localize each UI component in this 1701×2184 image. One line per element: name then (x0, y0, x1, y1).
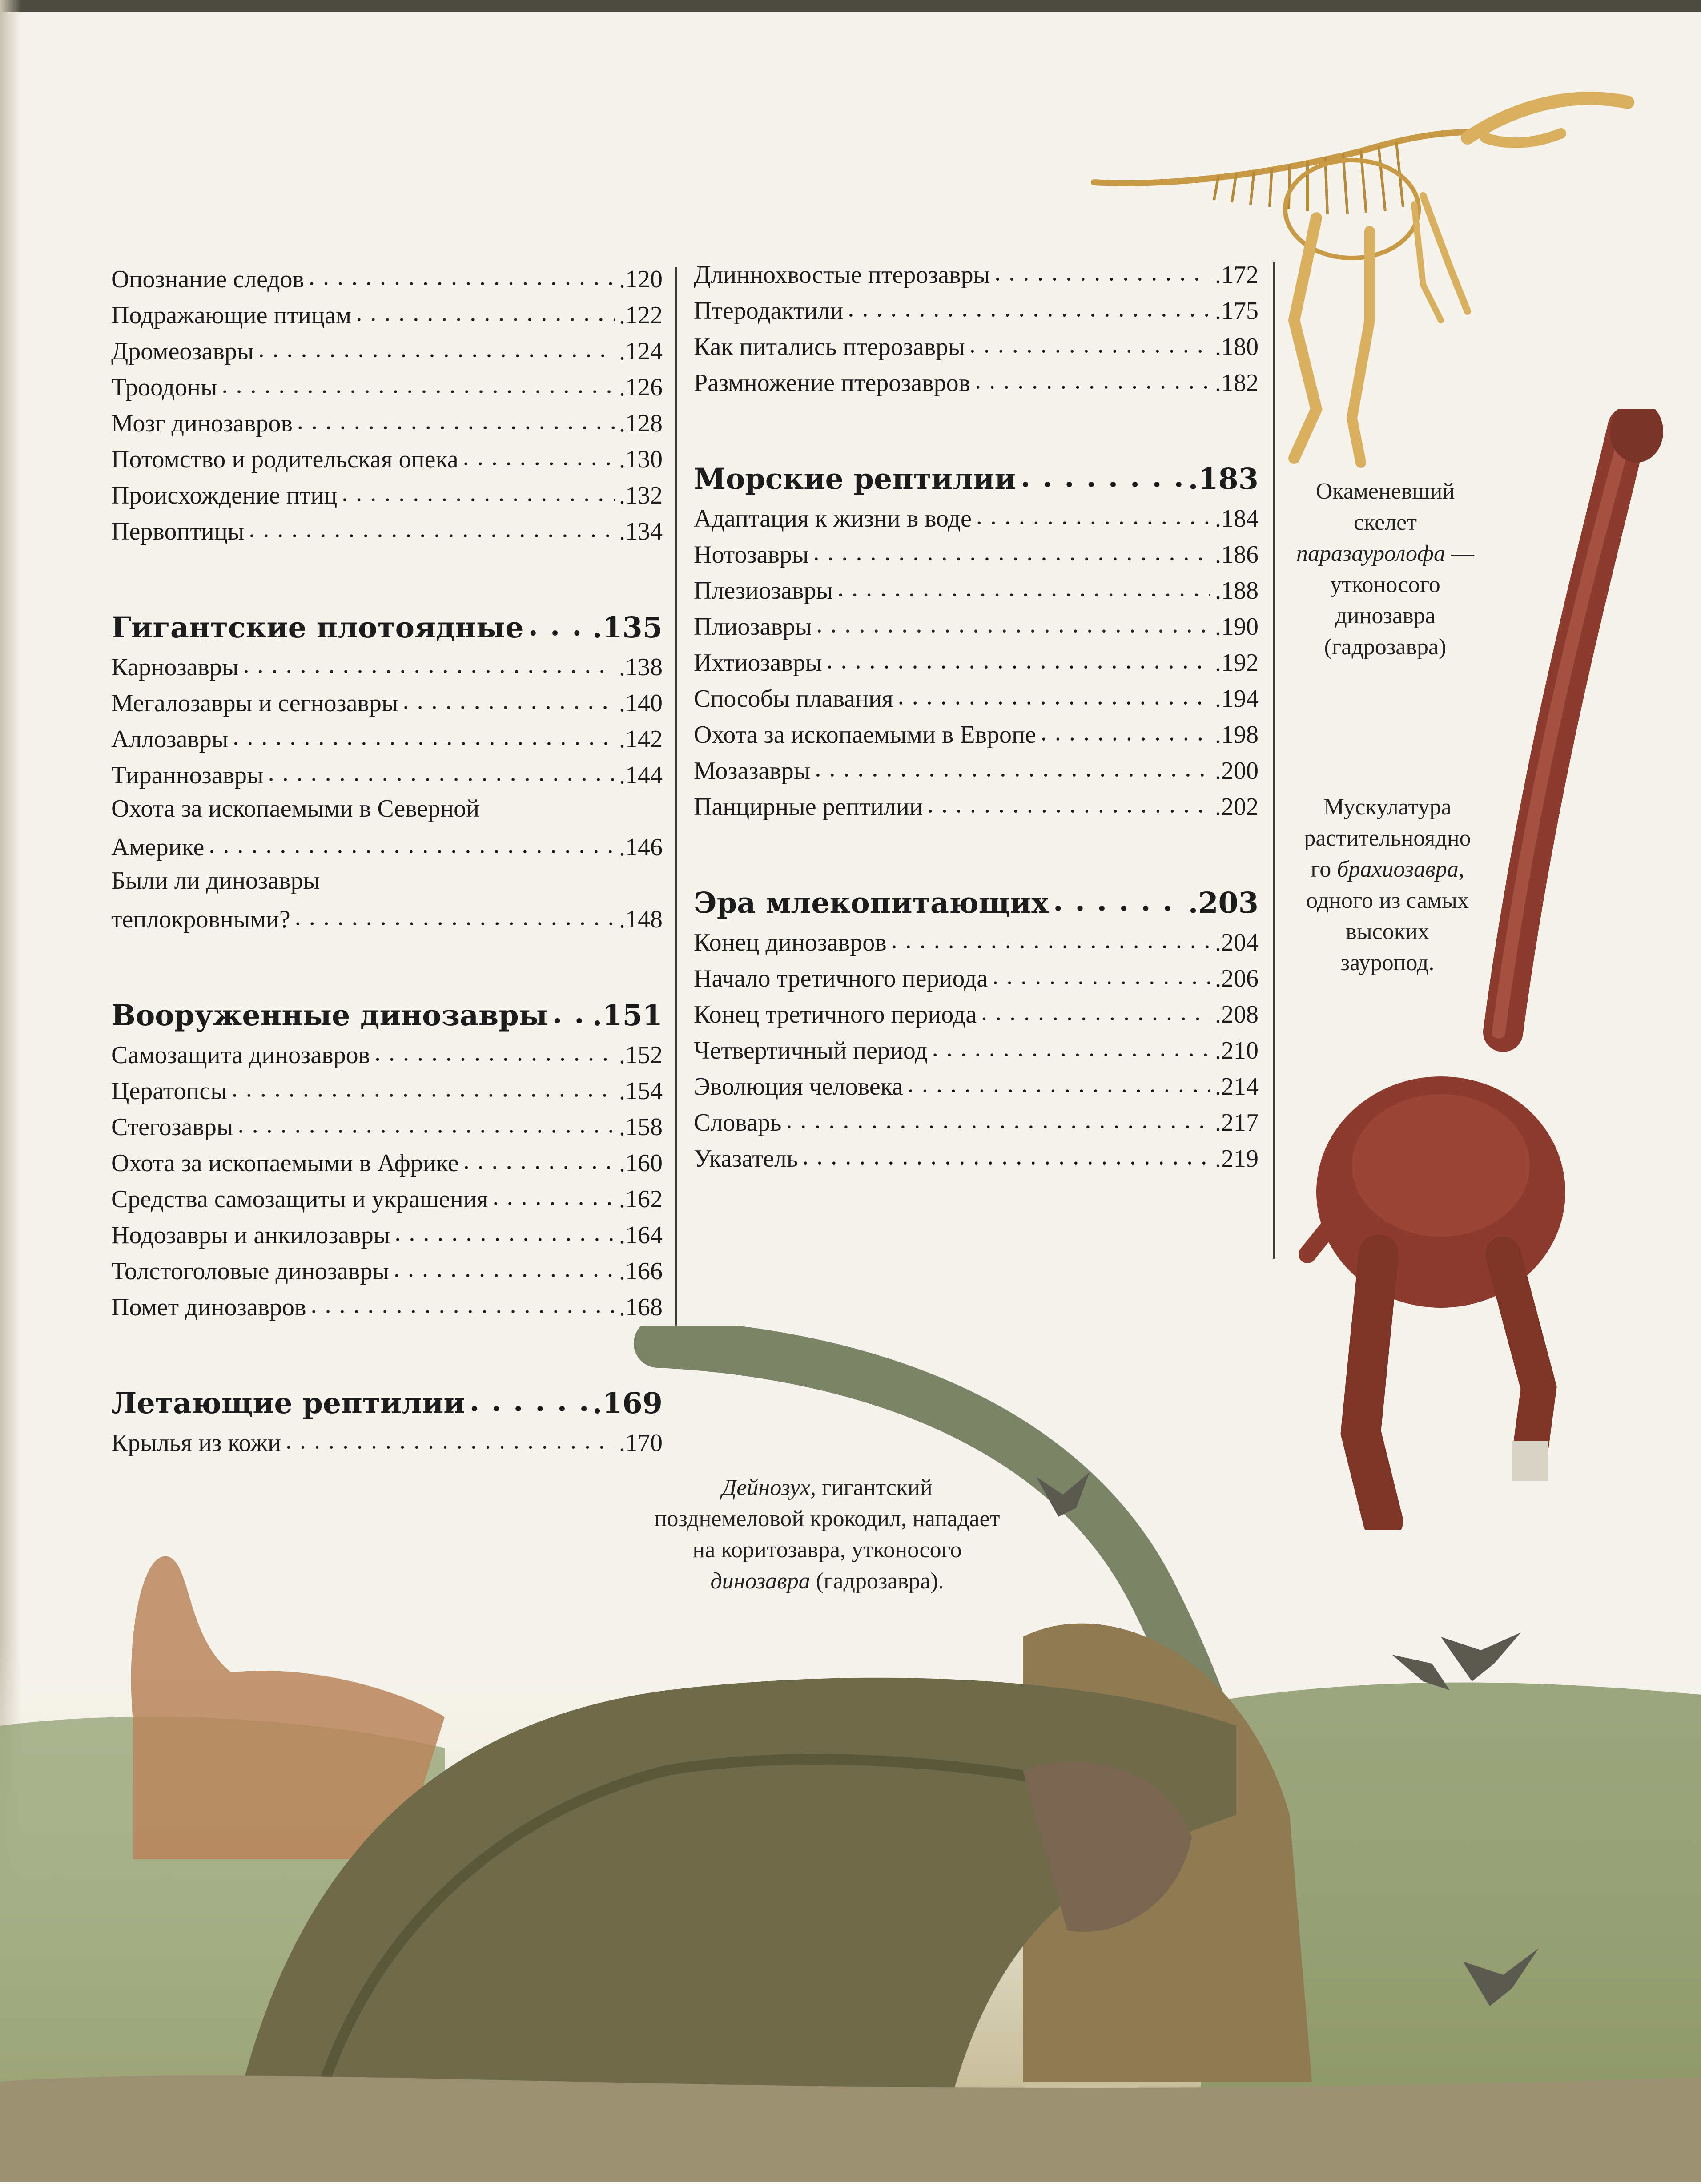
toc-entry-label: Начало третичного периода (694, 965, 988, 992)
toc-section (694, 258, 1259, 402)
toc-entry-page: .180 (1215, 333, 1259, 361)
toc-entry-label: Ихтиозавры (694, 649, 822, 677)
toc-entry[interactable] (694, 682, 1259, 718)
column-divider-right (1273, 262, 1275, 1259)
toc-section (111, 1384, 663, 1462)
toc-entry[interactable] (694, 258, 1259, 294)
toc-entry[interactable] (111, 515, 663, 551)
toc-leader-dots (908, 1070, 1210, 1095)
caption-line: Мускулатура (1323, 794, 1452, 820)
toc-entry[interactable] (694, 926, 1259, 962)
toc-leader-dots (815, 754, 1210, 779)
toc-entry[interactable] (694, 1106, 1259, 1142)
toc-entry-page: .158 (619, 1113, 663, 1141)
toc-leader-dots (1021, 460, 1184, 489)
toc-column-right (694, 258, 1259, 1178)
toc-entry[interactable] (111, 1074, 663, 1110)
toc-entry-page: .175 (1215, 297, 1259, 325)
toc-entry-label: Происхождение птиц (111, 482, 338, 509)
toc-leader-dots (394, 1218, 615, 1243)
caption-line: растительноядно (1304, 826, 1471, 851)
toc-section (694, 460, 1259, 826)
toc-entry-page: .148 (619, 906, 663, 933)
toc-entry-page: .194 (1215, 685, 1259, 713)
toc-entry-page: .144 (619, 762, 663, 789)
toc-leader-dots (209, 830, 615, 855)
toc-entry[interactable] (111, 1426, 663, 1462)
toc-entry-page: .198 (1215, 721, 1259, 749)
toc-entry-label: Аллозавры (111, 725, 229, 753)
toc-leader-dots (927, 790, 1210, 815)
caption-line: (гадрозавра) (1324, 634, 1447, 660)
toc-entry-label: Дромеозавры (111, 338, 254, 365)
toc-leader-dots (528, 608, 587, 637)
toc-entry-label: Адаптация к жизни в воде (694, 505, 972, 532)
toc-entry-label: Средства самозащиты и украшения (111, 1185, 488, 1213)
toc-leader-dots (295, 903, 615, 927)
toc-entry-label: Конец третичного периода (694, 1001, 977, 1028)
toc-leader-dots (898, 682, 1210, 707)
toc-entry-label: Плиозавры (694, 613, 812, 641)
toc-entry-page: .208 (1215, 1001, 1259, 1028)
toc-entry-page: .120 (619, 266, 663, 293)
toc-leader-dots (994, 258, 1210, 283)
toc-entry-page: .142 (619, 725, 663, 753)
toc-leader-dots (342, 479, 615, 504)
caption-line: Дейнозух, гигантский (722, 1475, 933, 1500)
toc-leader-dots (238, 1110, 615, 1135)
toc-entry-page: .146 (619, 834, 663, 861)
toc-entry-page: .126 (619, 374, 663, 401)
toc-entry-page: .202 (1215, 793, 1259, 821)
toc-section (111, 608, 663, 939)
toc-entry-label: Способы плавания (694, 685, 893, 713)
toc-leader-dots (258, 334, 615, 359)
toc-entry[interactable] (111, 479, 663, 515)
toc-entry-page: .160 (619, 1149, 663, 1177)
toc-leader-dots (286, 1426, 615, 1451)
toc-entry[interactable] (694, 754, 1259, 790)
toc-leader-dots (309, 262, 615, 287)
toc-entry-label: Указатель (694, 1145, 798, 1173)
toc-entry[interactable] (694, 962, 1259, 998)
toc-leader-dots (268, 758, 615, 783)
toc-leader-dots (969, 330, 1210, 355)
toc-leader-dots (976, 502, 1210, 527)
toc-entry-label: Размножение птерозавров (694, 369, 971, 397)
toc-leader-dots (1053, 884, 1184, 913)
toc-entry-label: Длиннохвостые птерозавры (694, 261, 990, 289)
toc-entry[interactable] (111, 1038, 663, 1074)
toc-entry[interactable] (111, 371, 663, 407)
toc-entry[interactable] (694, 1034, 1259, 1070)
caption-line: го брахиозавра, (1311, 857, 1464, 882)
toc-entry[interactable] (111, 1110, 663, 1146)
toc-entry-page: .184 (1215, 505, 1259, 532)
toc-leader-dots (981, 998, 1210, 1023)
caption-line: Окаменевший (1315, 479, 1455, 504)
toc-entry-label: Панцирные рептилии (694, 793, 923, 821)
toc-entry-label: Мозазавры (694, 757, 811, 785)
toc-section (111, 262, 663, 551)
toc-entry[interactable] (111, 407, 663, 443)
toc-entry-page: .132 (619, 482, 663, 509)
toc-entry-label: Четвертичный период (694, 1037, 928, 1064)
toc-entry[interactable] (111, 1182, 663, 1218)
toc-entry[interactable] (111, 334, 663, 371)
caption-line: позднемеловой крокодил, нападает (654, 1506, 1000, 1531)
toc-leader-dots (356, 298, 615, 323)
toc-entry-page: .214 (1215, 1073, 1259, 1100)
toc-entry-label: Потомство и родительская опека (111, 446, 458, 473)
toc-entry[interactable] (111, 686, 663, 722)
toc-section-heading[interactable] (694, 884, 1259, 926)
toc-entry-label: Крылья из кожи (111, 1429, 281, 1457)
caption-species: паразауролофа (1296, 541, 1445, 566)
caption-species: Дейнозух (722, 1475, 810, 1500)
toc-heading-page: .203 (1188, 886, 1259, 920)
toc-leader-dots (310, 1290, 615, 1315)
caption-line: скелет (1354, 510, 1417, 535)
toc-entry-label: Охота за ископаемыми в Северной (111, 795, 480, 822)
toc-entry-page: .204 (1215, 929, 1259, 956)
caption-species: динозавра (710, 1568, 810, 1594)
toc-entry-label: Карнозавры (111, 653, 239, 681)
toc-leader-dots (233, 722, 615, 747)
toc-entry-label: Самозащита динозавров (111, 1041, 370, 1069)
toc-entry-page: .134 (619, 518, 663, 545)
toc-entry-label: Словарь (694, 1109, 782, 1136)
toc-leader-dots (243, 650, 615, 675)
toc-entry-label: Охота за ископаемыми в Африке (111, 1149, 459, 1177)
toc-entry[interactable] (694, 1142, 1259, 1178)
toc-section (111, 996, 663, 1326)
toc-leader-dots (786, 1106, 1210, 1131)
toc-entry-page: .200 (1215, 757, 1259, 785)
caption-line: утконосого (1330, 572, 1440, 597)
toc-entry[interactable] (694, 538, 1259, 574)
toc-entry-label: Птеродактили (694, 297, 844, 325)
toc-entry-page: .140 (619, 689, 663, 717)
toc-entry-label: Америке (111, 834, 205, 861)
toc-entry-label: теплокровными? (111, 906, 290, 933)
toc-entry-page: .168 (619, 1293, 663, 1321)
toc-heading-label: Летающие рептилии (111, 1386, 465, 1420)
toc-entry-label: Подражающие птицам (111, 302, 352, 329)
toc-entry-page: .128 (619, 410, 663, 437)
toc-section-heading[interactable] (111, 608, 663, 650)
toc-entry-label: Мозг динозавров (111, 410, 293, 437)
toc-entry[interactable] (694, 718, 1259, 754)
toc-entry[interactable] (111, 794, 663, 830)
toc-entry-page: .162 (619, 1185, 663, 1213)
toc-entry-label: Цератопсы (111, 1077, 227, 1105)
toc-leader-dots (394, 1254, 615, 1279)
toc-heading-page: .169 (592, 1386, 663, 1420)
toc-heading-label: Гигантские плотоядные (111, 611, 524, 645)
toc-section-heading[interactable] (111, 1384, 663, 1426)
toc-entry-page: .152 (619, 1041, 663, 1069)
toc-entry-label: Толстоголовые динозавры (111, 1257, 389, 1285)
toc-entry-page: .122 (619, 302, 663, 329)
toc-entry-label: Охота за ископаемыми в Европе (694, 721, 1036, 749)
caption-line: динозавра (1335, 603, 1436, 629)
toc-entry-label: Троодоны (111, 374, 217, 401)
deinosuchus-caption (591, 1472, 1063, 1597)
toc-leader-dots (470, 1384, 588, 1413)
toc-entry-page: .210 (1215, 1037, 1259, 1064)
toc-leader-dots (816, 610, 1210, 635)
toc-entry[interactable] (111, 830, 663, 866)
toc-entry[interactable] (694, 610, 1259, 646)
toc-entry[interactable] (111, 1290, 663, 1326)
toc-entry-label: Стегозавры (111, 1113, 233, 1141)
toc-entry[interactable] (694, 998, 1259, 1034)
toc-leader-dots (813, 538, 1210, 563)
toc-entry-page: .192 (1215, 649, 1259, 677)
toc-entry[interactable] (694, 330, 1259, 366)
toc-entry[interactable] (111, 298, 663, 334)
toc-entry-page: .170 (619, 1429, 663, 1457)
toc-entry-label: Были ли динозавры (111, 867, 320, 895)
toc-leader-dots (493, 1182, 615, 1207)
caption-species: брахиозавра (1337, 857, 1459, 882)
toc-heading-label: Вооруженные динозавры (111, 999, 548, 1032)
toc-entry[interactable] (694, 1070, 1259, 1106)
toc-heading-page: .183 (1188, 462, 1259, 496)
toc-entry-label: Нодозавры и анкилозавры (111, 1221, 390, 1249)
toc-entry[interactable] (111, 262, 663, 298)
toc-entry[interactable] (111, 758, 663, 794)
toc-entry-label: Нотозавры (694, 541, 809, 568)
toc-entry-page: .124 (619, 338, 663, 365)
toc-entry-label: Первоптицы (111, 518, 245, 545)
toc-heading-label: Эра млекопитающих (694, 886, 1049, 920)
toc-entry-label: Плезиозавры (694, 577, 833, 604)
toc-entry[interactable] (111, 903, 663, 939)
toc-entry[interactable] (694, 294, 1259, 330)
toc-leader-dots (232, 1074, 615, 1099)
toc-entry[interactable] (111, 722, 663, 758)
toc-heading-page: .151 (592, 999, 663, 1032)
toc-entry-page: .182 (1215, 369, 1259, 397)
caption-line: динозавра (гадрозавра). (710, 1568, 944, 1594)
toc-entry[interactable] (111, 1254, 663, 1290)
caption-line: зауропод. (1340, 950, 1435, 975)
toc-entry-label: Тираннозавры (111, 762, 264, 789)
toc-entry-label: Конец динозавров (694, 929, 887, 956)
toc-entry-page: .166 (619, 1257, 663, 1285)
toc-entry-page: .130 (619, 446, 663, 473)
toc-column-left (111, 262, 663, 1462)
toc-entry[interactable] (694, 574, 1259, 610)
toc-leader-dots (848, 294, 1210, 319)
toc-leader-dots (463, 1146, 615, 1171)
toc-entry-page: .217 (1215, 1109, 1259, 1136)
toc-leader-dots (463, 443, 615, 467)
toc-entry-page: .219 (1215, 1145, 1259, 1173)
toc-entry[interactable] (694, 790, 1259, 826)
toc-entry-label: Помет динозавров (111, 1293, 306, 1321)
toc-entry-page: .186 (1215, 541, 1259, 568)
toc-leader-dots (297, 407, 615, 431)
toc-entry-label: Как питались птерозавры (694, 333, 965, 361)
caption-line: одного из самых (1306, 888, 1469, 913)
caption-line: паразауролофа — (1296, 541, 1474, 566)
skeleton-caption (1281, 476, 1490, 663)
caption-line: высоких (1346, 919, 1429, 944)
toc-leader-dots (374, 1038, 615, 1063)
toc-heading-page: .135 (592, 611, 663, 645)
toc-entry[interactable] (111, 443, 663, 479)
toc-entry-label: Мегалозавры и сегнозавры (111, 689, 398, 717)
toc-section-heading[interactable] (694, 460, 1259, 502)
toc-entry-page: .206 (1215, 965, 1259, 992)
toc-leader-dots (827, 646, 1210, 671)
toc-leader-dots (932, 1034, 1210, 1059)
toc-entry[interactable] (111, 1146, 663, 1182)
toc-entry[interactable] (694, 366, 1259, 402)
toc-entry[interactable] (694, 502, 1259, 538)
toc-entry-page: .172 (1215, 261, 1259, 289)
musculature-caption (1281, 792, 1494, 979)
toc-entry-page: .164 (619, 1221, 663, 1249)
toc-leader-dots (975, 366, 1210, 391)
toc-leader-dots (403, 686, 615, 711)
column-divider-left (675, 267, 677, 1326)
toc-leader-dots (222, 371, 615, 395)
toc-entry[interactable] (111, 650, 663, 686)
toc-leader-dots (249, 515, 615, 540)
toc-entry-page: .190 (1215, 613, 1259, 641)
page-top-edge (0, 0, 1701, 12)
toc-leader-dots (552, 996, 588, 1025)
toc-entry-page: .188 (1215, 577, 1259, 604)
toc-entry-page: .138 (619, 653, 663, 681)
toc-entry[interactable] (111, 866, 663, 903)
toc-leader-dots (992, 962, 1210, 987)
toc-section (694, 884, 1259, 1178)
toc-entry-page: .154 (619, 1077, 663, 1105)
toc-leader-dots (1041, 718, 1210, 743)
toc-heading-label: Морские рептилии (694, 462, 1016, 496)
caption-line: на коритозавра, утконосого (692, 1537, 962, 1563)
toc-entry-label: Опознание следов (111, 266, 304, 293)
toc-leader-dots (802, 1142, 1210, 1167)
toc-entry[interactable] (111, 1218, 663, 1254)
toc-entry[interactable] (694, 646, 1259, 682)
toc-section-heading[interactable] (111, 996, 663, 1038)
toc-leader-dots (891, 926, 1210, 951)
toc-entry-label: Эволюция человека (694, 1073, 903, 1100)
toc-leader-dots (837, 574, 1210, 599)
